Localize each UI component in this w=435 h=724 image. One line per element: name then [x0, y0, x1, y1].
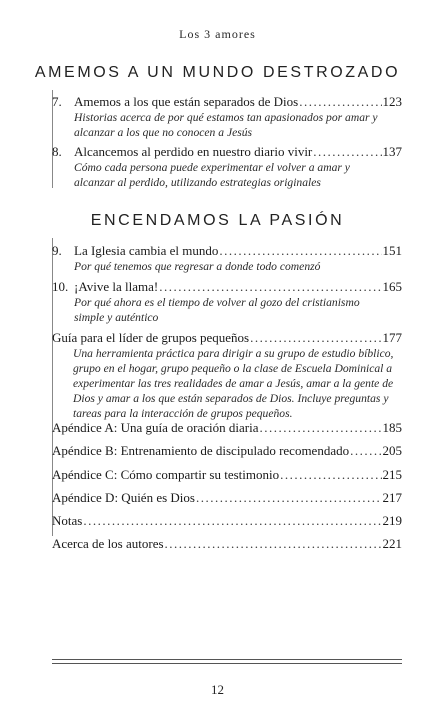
- footer-rule: [52, 659, 402, 660]
- toc-entry[interactable]: [52, 243, 402, 274]
- footer-rule: [52, 663, 402, 664]
- toc-entry-appendix[interactable]: [52, 420, 402, 436]
- section-title: AMEMOS A UN MUNDO DESTROZADO: [34, 64, 401, 81]
- page-ref: 205: [382, 443, 402, 458]
- page-ref: 185: [382, 420, 402, 435]
- page-ref: 215: [382, 467, 402, 482]
- chapter-number: 7.: [52, 94, 62, 109]
- guide-description: Una herramienta práctica para dirigir a su grupo de estudio bíblico,: [73, 347, 394, 360]
- page-ref: 221: [382, 536, 402, 551]
- leader-dots: [165, 536, 382, 552]
- leader-dots: [350, 443, 381, 459]
- leader-dots: [259, 420, 381, 436]
- toc-entry[interactable]: [52, 144, 402, 190]
- chapter-title: ¡Avive la llama!: [74, 279, 159, 294]
- appendix-title: Apéndice C: Cómo compartir su testimonio: [52, 467, 280, 482]
- chapter-number: 8.: [52, 144, 62, 159]
- page-ref: 217: [382, 490, 402, 505]
- appendix-title: Apéndice A: Una guía de oración diaria: [52, 420, 259, 435]
- leader-dots: [196, 490, 382, 506]
- leader-dots: [313, 144, 381, 160]
- leader-dots: [299, 94, 381, 110]
- chapter-title: Alcancemos al perdido en nuestro diario vivir: [74, 144, 313, 159]
- chapter-description: Cómo cada persona puede experimentar el volver a amar y: [74, 161, 350, 174]
- guide-description: Dios y amar a los que están separados de Dios. Incluye preguntas y: [73, 392, 389, 405]
- toc-entry-authors[interactable]: [52, 536, 402, 552]
- toc-entry-guide[interactable]: [52, 330, 402, 421]
- toc-entry[interactable]: [52, 279, 402, 325]
- notes-title: Notas: [52, 513, 83, 528]
- page-ref: 151: [382, 243, 402, 258]
- page-ref: 219: [382, 513, 402, 528]
- toc-entry-appendix[interactable]: [52, 467, 402, 483]
- chapter-description: alcanzar al perdido, utilizando estrategias originales: [74, 176, 321, 189]
- leader-dots: [159, 279, 381, 295]
- authors-title: Acerca de los autores: [52, 536, 164, 551]
- guide-description: grupo en el hogar, grupo pequeño o la clase de Escuela Dominical a: [73, 362, 393, 375]
- toc-entry-appendix[interactable]: [52, 443, 402, 459]
- leader-dots: [250, 330, 381, 346]
- appendix-title: Apéndice B: Entrenamiento de discipulado recomendado: [52, 443, 350, 458]
- page-ref: 165: [382, 279, 402, 294]
- leader-dots: [280, 467, 381, 483]
- running-head: Los 3 amores: [179, 27, 256, 41]
- chapter-description: Historias acerca de por qué estamos tan apasionados por amar y: [74, 111, 378, 124]
- page-ref: 177: [382, 330, 402, 345]
- page-ref: 137: [382, 144, 402, 159]
- page-number: 12: [211, 682, 224, 697]
- chapter-number: 10.: [52, 279, 69, 294]
- page-ref: 123: [382, 94, 402, 109]
- leader-dots: [219, 243, 381, 259]
- chapter-number: 9.: [52, 243, 62, 258]
- chapter-title: Amemos a los que están separados de Dios: [74, 94, 299, 109]
- chapter-description: Por qué tenemos que regresar a donde todo comenzó: [74, 260, 321, 273]
- leader-dots: [83, 513, 381, 529]
- toc-entry-appendix[interactable]: [52, 490, 402, 506]
- guide-description: experimentar las tres realidades de amar a Jesús, amar a la gente de: [73, 377, 394, 390]
- guide-description: tareas para la interacción de grupos pequeños.: [73, 407, 293, 420]
- chapter-description: alcanzar a los que no conocen a Jesús: [74, 126, 253, 139]
- toc-entry-notes[interactable]: [52, 513, 402, 529]
- toc-entry[interactable]: [52, 94, 402, 140]
- chapter-description: Por qué ahora es el tiempo de volver al gozo del cristianismo: [74, 296, 360, 309]
- guide-title: Guía para el líder de grupos pequeños: [52, 330, 250, 345]
- chapter-title: La Iglesia cambia el mundo: [74, 243, 219, 258]
- appendix-title: Apéndice D: Quién es Dios: [52, 490, 195, 505]
- chapter-description: simple y auténtico: [74, 311, 159, 324]
- section-title: ENCENDAMOS LA PASIÓN: [90, 212, 345, 229]
